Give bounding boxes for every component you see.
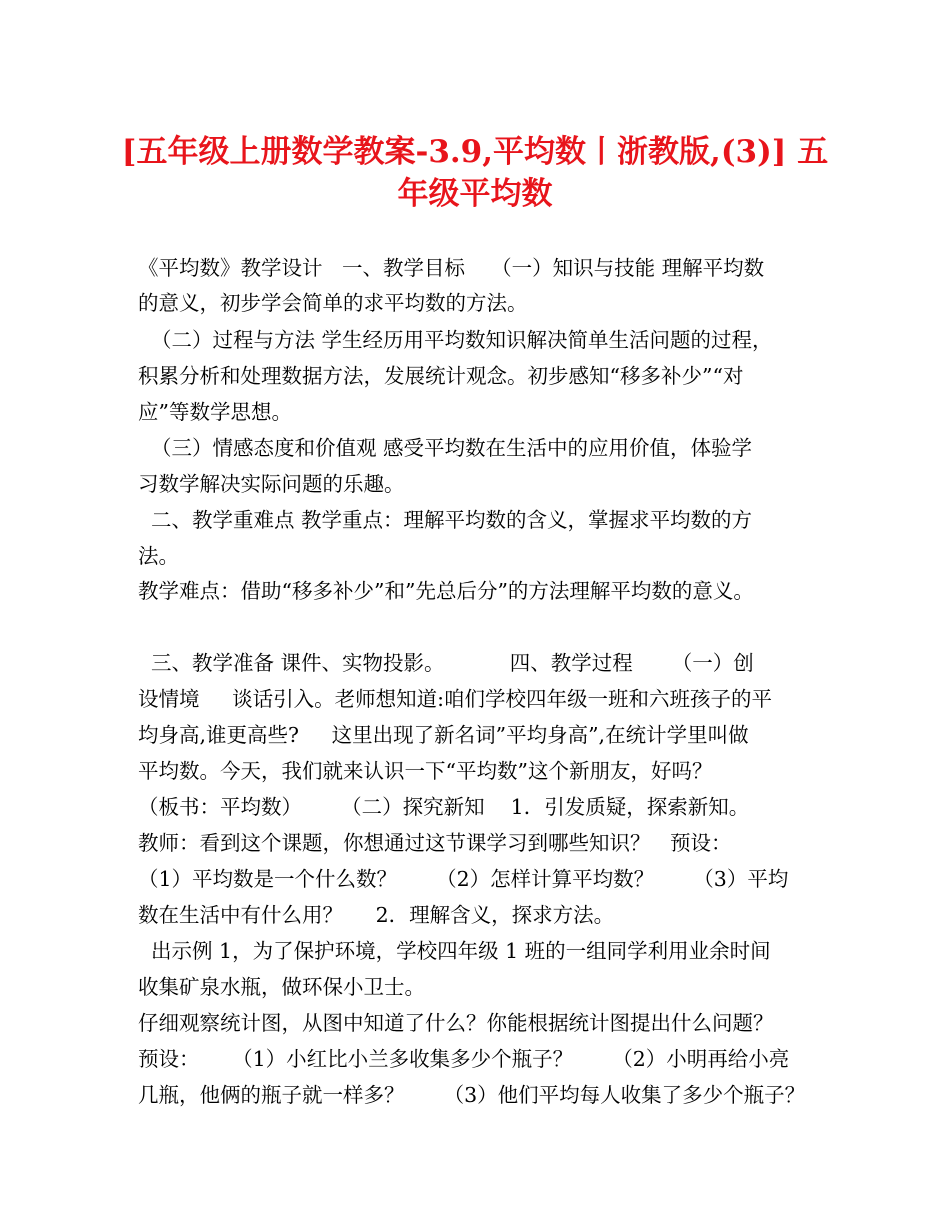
body-text-line: 几瓶，他俩的瓶子就一样多？ （3）他们平均每人收集了多少个瓶子？ [138,1083,806,1107]
body-text-line: 出示例 1，为了保护环境，学校四年级 1 班的一组同学利用业余时间 [138,939,771,963]
body-text-line: （1）平均数是一个什么数？ （2）怎样计算平均数？ （3）平均 [138,867,789,891]
document-title-line-1: [五年级上册数学教案-3.9,平均数丨浙教版,(3)] 五 [121,134,829,170]
body-text-line: 均身高,谁更高些? 这里出现了新名词”平均身高”,在统计学里叫做 [138,723,749,747]
body-text-line: 习数学解决实际问题的乐趣。 [138,472,405,496]
body-text-line: （三）情感态度和价值观 感受平均数在生活中的应用价值，体验学 [138,436,753,460]
body-text-line: 的意义，初步学会简单的求平均数的方法。 [138,291,528,315]
body-text-line: 二、教学重难点 教学重点：理解平均数的含义，掌握求平均数的方 [138,508,753,532]
body-text-line: 积累分析和处理数据方法，发展统计观念。初步感知“移多补少”“对 [138,364,744,388]
document-title-line-2: 年级平均数 [397,176,553,212]
body-text-line: 《平均数》教学设计 一、教学目标 （一）知识与技能 理解平均数 [138,256,765,280]
body-text-line: 收集矿泉水瓶，做环保小卫士。 [138,975,425,999]
body-text-line: 三、教学准备 课件、实物投影。 四、教学过程 （一）创 [138,651,754,675]
body-text-line: （二）过程与方法 学生经历用平均数知识解决简单生活问题的过程， [138,328,773,352]
body-text-line: 预设： （1）小红比小兰多收集多少个瓶子？ （2）小明再给小亮 [138,1047,790,1071]
body-text-line: 数在生活中有什么用？ 2．理解含义，探求方法。 [138,903,615,927]
body-text-line: 法。 [138,544,179,568]
body-text-line: 平均数。今天，我们就来认识一下“平均数”这个新朋友，好吗？ [138,759,713,783]
body-text-line: （板书：平均数） （二）探究新知 1．引发质疑，探索新知。 [138,795,750,819]
body-text-line: 教师：看到这个课题，你想通过这节课学习到哪些知识？ 预设： [138,831,732,855]
body-text-line: 设情境 谈话引入。老师想知道:咱们学校四年级一班和六班孩子的平 [138,687,772,711]
body-text-line: 仔细观察统计图，从图中知道了什么？你能根据统计图提出什么问题？ [138,1011,774,1035]
body-text-line: 教学难点：借助“移多补少”和”先总后分”的方法理解平均数的意义。 [138,579,754,603]
body-text-line: 应”等数学思想。 [138,400,292,424]
